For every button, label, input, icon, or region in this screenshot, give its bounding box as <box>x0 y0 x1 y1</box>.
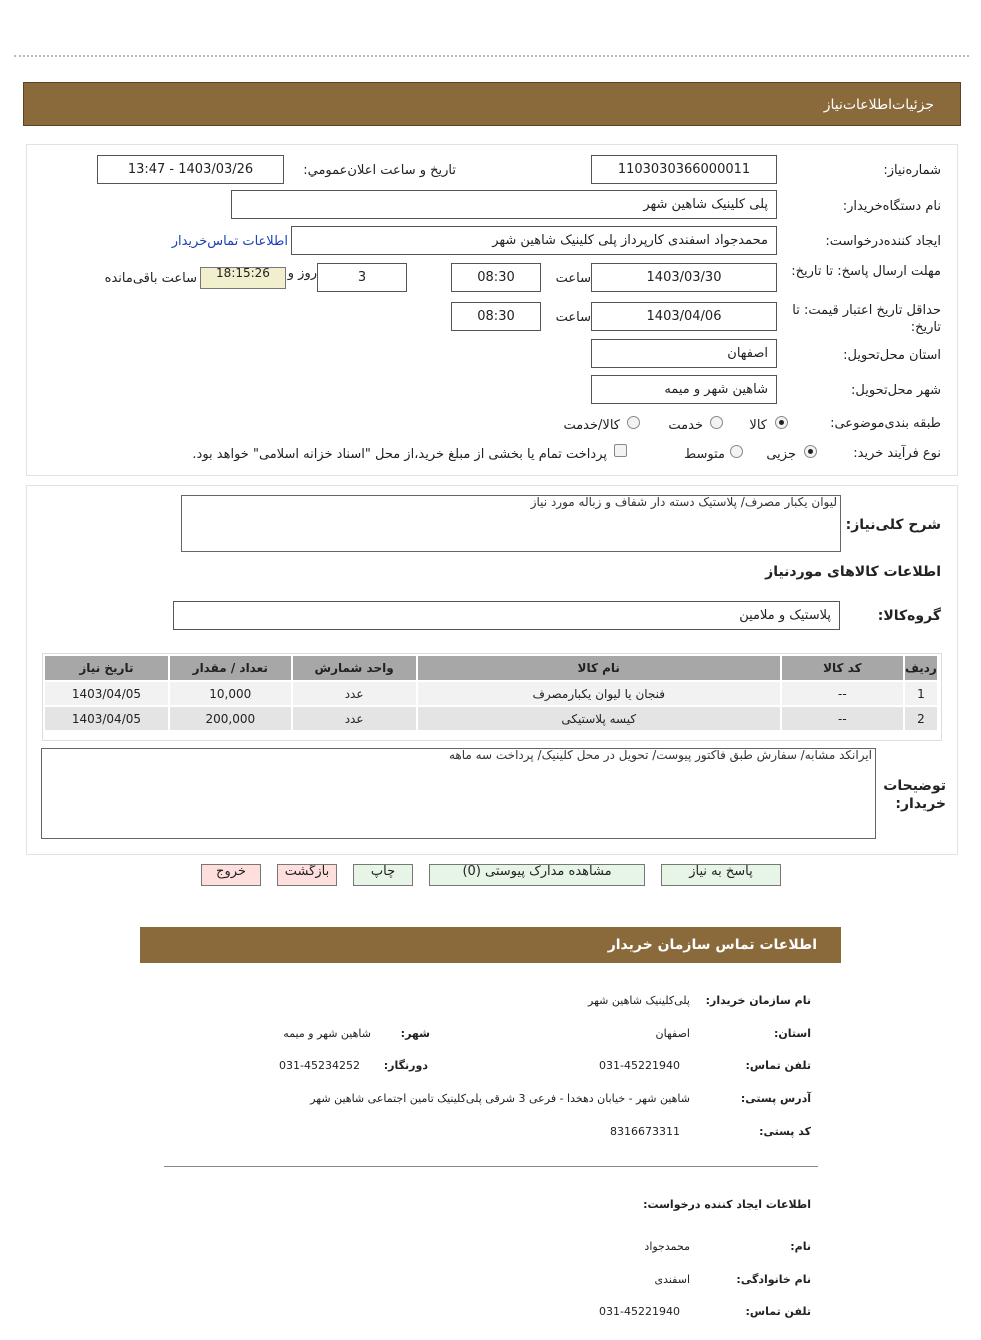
province-field: اصفهان <box>591 339 777 368</box>
page-title: جزئیات‌اطلاعات‌نیاز <box>823 97 934 113</box>
fax-value: 031-45234252 <box>279 1059 360 1072</box>
province-label: استان محل‌تحویل: <box>843 348 941 363</box>
buyer-field: پلی کلینیک شاهین شهر <box>231 190 777 219</box>
process-label: نوع فرآیند خرید: <box>853 446 941 461</box>
category-option-both: کالا/خدمت <box>563 418 620 433</box>
postal-code-label: کد پستی: <box>759 1125 811 1138</box>
treasury-payment-checkbox[interactable] <box>614 444 627 457</box>
deadline-time-field: 08:30 <box>451 263 541 292</box>
contact-divider <box>164 1166 818 1167</box>
category-radio-both[interactable] <box>627 416 640 429</box>
table-row <box>45 707 937 730</box>
process-option-minor: جزیی <box>766 447 796 462</box>
deadline-date-field: 1403/03/30 <box>591 263 777 292</box>
address-value: شاهین شهر - خیابان دهخدا - فرعی 3 شرقی پلی‌کلینیک تامین اجتماعی شاهین شهر <box>310 1092 690 1105</box>
buyer-notes-label: توضیحات خریدار: <box>883 778 946 812</box>
summary-textarea: لیوان یکبار مصرف/ پلاستیک دسته دار شفاف و زباله مورد نیاز <box>181 495 841 552</box>
buyer-notes-textarea: ایرانکد مشابه/ سفارش طبق فاکتور پیوست/ تحویل در محل کلینیک/ پرداخت سه ماهه <box>41 748 876 839</box>
city-field: شاهین شهر و میمه <box>591 375 777 404</box>
cell-unit: عدد <box>293 707 416 730</box>
validity-time-label: ساعت <box>555 310 591 325</box>
process-radio-minor[interactable] <box>804 445 817 458</box>
cell-date: 1403/04/05 <box>45 682 168 705</box>
attachments-button[interactable]: مشاهده مدارک پیوستی (0) <box>429 864 645 886</box>
cell-code: -- <box>782 682 903 705</box>
goods-table <box>43 654 939 732</box>
remaining-time-field: 18:15:26 <box>200 267 286 289</box>
cell-index: 1 <box>905 682 937 705</box>
cell-index: 2 <box>905 707 937 730</box>
goods-group-field: پلاستیک و ملامین <box>173 601 840 630</box>
col-header-unit: واحد شمارش <box>293 656 416 680</box>
first-name-value: محمدجواد <box>644 1240 690 1253</box>
contact-province-label: استان: <box>774 1027 811 1040</box>
validity-time-field: 08:30 <box>451 302 541 331</box>
process-radio-medium[interactable] <box>730 445 743 458</box>
creator-phone-label: تلفن تماس: <box>745 1305 811 1318</box>
first-name-label: نام: <box>790 1240 811 1253</box>
contact-header <box>140 927 841 963</box>
category-radio-goods[interactable] <box>775 416 788 429</box>
cell-quantity: 10,000 <box>170 682 291 705</box>
category-option-goods: کالا <box>749 418 767 433</box>
address-label: آدرس پستی: <box>740 1092 811 1105</box>
reply-button[interactable]: پاسخ به نیاز <box>661 864 781 886</box>
validity-date-field: 1403/04/06 <box>591 302 777 331</box>
deadline-time-label: ساعت <box>555 271 591 286</box>
cell-quantity: 200,000 <box>170 707 291 730</box>
col-header-code: کد کالا <box>782 656 903 680</box>
postal-code-value: 8316673311 <box>610 1125 680 1138</box>
need-number-field: 1103030366000011 <box>591 155 777 184</box>
top-divider <box>14 55 969 57</box>
details-header <box>23 82 961 126</box>
goods-group-label: گروه‌کالا: <box>877 608 941 624</box>
creator-phone-value: 031-45221940 <box>599 1305 680 1318</box>
category-radio-service[interactable] <box>710 416 723 429</box>
table-row <box>45 682 937 705</box>
buyer-contact-link[interactable]: اطلاعات تماس‌خریدار <box>171 234 288 249</box>
col-header-name: نام کالا <box>418 656 780 680</box>
treasury-payment-note: پرداخت تمام یا بخشی از مبلغ خرید،از محل "اسناد خزانه اسلامی" خواهد بود. <box>192 447 607 462</box>
process-option-medium: متوسط <box>684 447 725 462</box>
cell-name: فنجان یا لیوان یکبارمصرف <box>418 682 780 705</box>
cell-code: -- <box>782 707 903 730</box>
buyer-label: نام دستگاه‌خريدار: <box>842 199 941 214</box>
print-button[interactable]: چاپ <box>353 864 413 886</box>
contact-city-value: شاهین شهر و میمه <box>283 1027 371 1040</box>
org-label: نام سازمان خریدار: <box>705 994 811 1007</box>
validity-label: حداقل تاریخ اعتبار قیمت: تا تاریخ: <box>792 303 941 335</box>
creator-field: محمدجواد اسفندی کارپرداز پلی کلینیک شاهین شهر <box>291 226 777 255</box>
org-value: پلی‌کلینیک شاهین شهر <box>588 994 690 1007</box>
last-name-label: نام خانوادگی: <box>736 1273 811 1286</box>
cell-date: 1403/04/05 <box>45 707 168 730</box>
need-number-label: شماره‌نیاز: <box>883 163 941 178</box>
contact-city-label: شهر: <box>400 1027 430 1040</box>
creator-info-title: اطلاعات ایجاد کننده درخواست: <box>643 1198 811 1211</box>
contact-phone-label: تلفن تماس: <box>745 1059 811 1072</box>
goods-section-title: اطلاعات کالاهای مورد‌نیاز <box>765 564 941 580</box>
fax-label: دورنگار: <box>383 1059 428 1072</box>
remaining-label: ساعت باقی‌مانده <box>104 271 197 286</box>
cell-unit: عدد <box>293 682 416 705</box>
col-header-quantity: تعداد / مقدار <box>170 656 291 680</box>
days-label: روز و <box>287 266 317 281</box>
cell-name: کیسه پلاستیکی <box>418 707 780 730</box>
summary-label: شرح کلی‌نیاز: <box>845 517 941 533</box>
col-header-date: تاریخ نیاز <box>45 656 168 680</box>
contact-title: اطلاعات تماس سازمان خریدار <box>607 937 817 953</box>
category-label: طبقه بندی‌موضوعی: <box>830 416 941 431</box>
exit-button[interactable]: خروج <box>201 864 261 886</box>
creator-label: ایجاد کننده‌درخواست: <box>825 234 941 249</box>
category-option-service: خدمت <box>668 418 703 433</box>
contact-province-value: اصفهان <box>655 1027 690 1040</box>
col-header-row-index: ردیف <box>905 656 937 680</box>
last-name-value: اسفندی <box>654 1273 690 1286</box>
deadline-label: مهلت ارسال پاسخ: تا تاریخ: <box>791 264 941 279</box>
city-label: شهر محل‌تحویل: <box>851 383 941 398</box>
announce-field: 1403/03/26 - 13:47 <box>97 155 284 184</box>
contact-phone-value: 031-45221940 <box>599 1059 680 1072</box>
days-field: 3 <box>317 263 407 292</box>
announce-label: تاریخ و ساعت اعلان‌عمومي: <box>303 163 456 178</box>
back-button[interactable]: بازگشت <box>277 864 337 886</box>
